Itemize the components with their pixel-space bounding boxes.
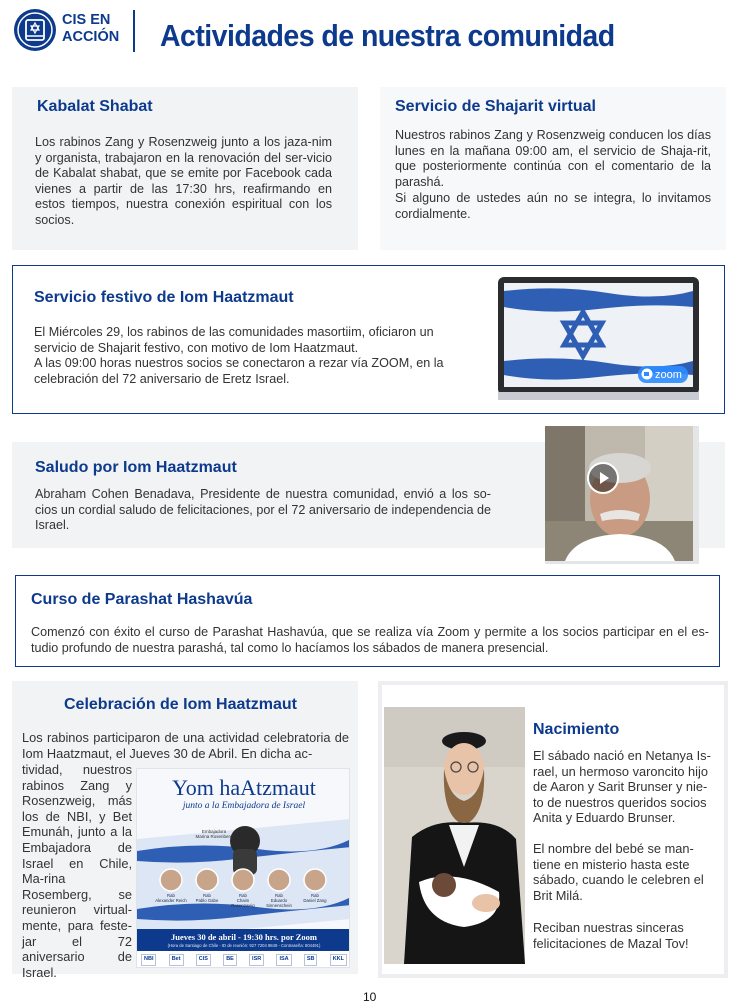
kabalat-title: Kabalat Shabat xyxy=(37,98,153,115)
poster-guest-role: Embajadora xyxy=(201,829,227,834)
nacimiento-congrats: Reciban nuestras sinceras felicitaciones de Mazal Tov! xyxy=(533,920,689,951)
sponsor-logo: BE xyxy=(223,954,237,966)
curso-card xyxy=(15,575,720,667)
poster-speaker-role: Rab xyxy=(167,893,175,898)
festivo-card xyxy=(12,265,725,414)
sponsor-row xyxy=(141,954,347,966)
curso-title: Curso de Parashat Hashavúa xyxy=(31,591,253,608)
poster-speaker-role: Rab xyxy=(275,893,283,898)
curso-body: Comenzó con éxito el curso de Parashat Hashavúa, que se realiza vía Zoom y permite a los socios participar en el es-tudio profundo de nuestra parashá, tal como lo hacíamos los sábados de manera presencial. xyxy=(31,625,709,655)
poster-speaker xyxy=(297,893,333,903)
sponsor-logo: SB xyxy=(304,954,318,966)
nacimiento-body: El sábado nació en Netanya Is-rael, un hermoso varoncito hijo de Aaron y Sarit Brunser y nie-to de nuestros queridos socios Anita y Eduardo Brunser. xyxy=(533,748,711,826)
nacimiento-title: Nacimiento xyxy=(533,721,620,738)
poster-speaker-name: Daniel Zang xyxy=(303,898,327,903)
poster-speaker-role: Rab xyxy=(239,893,247,898)
page-number: 10 xyxy=(363,990,377,1004)
poster-title: Yom haAtzmaut xyxy=(172,775,316,800)
sponsor-logo: CIS xyxy=(196,954,211,966)
shajarit-body: Nuestros rabinos Zang y Rosenzweig conducen los días lunes en la mañana 09:00 am, el servicio de Shaja-rit, que posteriormente continúa con el comentario de la parashá. xyxy=(395,128,711,189)
speaker-row xyxy=(137,893,350,923)
poster-speaker-name: Pablo Gabe xyxy=(195,898,219,903)
poster-speaker xyxy=(153,893,189,903)
father-baby-photo xyxy=(384,707,525,964)
brand-line-2: ACCIÓN xyxy=(62,29,120,45)
nacimiento-card xyxy=(378,681,728,978)
logo-icon xyxy=(14,9,56,51)
poster-speaker xyxy=(189,893,225,903)
brand-line-1: CIS EN xyxy=(62,12,111,28)
kabalat-shabat-card xyxy=(12,87,358,250)
celebracion-card xyxy=(12,681,358,980)
poster-speaker-name: Eduardo Sinnenschein xyxy=(266,898,292,908)
yom-haatzmaut-poster xyxy=(136,768,350,968)
poster-date: Jueves 30 de abril - 19:30 hrs. por Zoom xyxy=(171,932,317,942)
shajarit-card xyxy=(380,87,726,250)
festivo-zoom-text: A las 09:00 horas nuestros socios se conectaron a rezar vía ZOOM, en la celebración del 72 aniversario de Eretz Israel. xyxy=(34,356,444,386)
nacimiento-name-note: El nombre del bebé se man-tiene en misterio hasta este sábado, cuando le celebren el Brit Milá. xyxy=(533,841,704,903)
celebracion-body: tividad, nuestros rabinos Zang y Rosenzweig, más los de NBI, y Bet Emunáh, junto a la Embajadora de Israel en Chile, Ma-rina Rosemberg, se reunieron virtual-mente, para feste-jar el 72 aniversario de Israel. xyxy=(22,762,132,980)
poster-subtitle: junto a la Embajadora de Israel xyxy=(182,801,306,811)
poster-speaker-role: Rab xyxy=(203,893,211,898)
sponsor-logo: Bet xyxy=(169,954,184,966)
poster-speaker xyxy=(261,893,297,908)
sponsor-logo: NBI xyxy=(141,954,156,966)
celebracion-title: Celebración de Iom Haatzmaut xyxy=(64,696,297,713)
play-icon[interactable] xyxy=(587,462,619,494)
shajarit-title: Servicio de Shajarit virtual xyxy=(395,98,596,115)
poster-speaker xyxy=(225,893,261,908)
poster-speaker-role: Rab xyxy=(311,893,319,898)
saludo-body: Abraham Cohen Benadava, Presidente de nuestra comunidad, envió a los so-cios un cordial saludo de felicitaciones, por el 72 aniversario de independencia de Israel. xyxy=(35,487,491,533)
laptop-flag-image xyxy=(498,277,699,400)
sponsor-logo: KKL xyxy=(330,954,347,966)
page-title: Actividades de nuestra comunidad xyxy=(160,18,615,53)
brand-name xyxy=(62,12,119,46)
kabalat-body: Los rabinos Zang y Rosenzweig junto a los jaza-nim y organista, trabajaron en la renovación del ser-vicio de Kabalat shabat, que se emite por Facebook cada vienes a partir de las 17:30 hrs, reafirmando en estos tiempos, nuestra conexión espiritual con los socios. xyxy=(35,135,332,227)
poster-note: (Hora de Santiago de Chile - ID de reunión: 927 7204 9849 - Contraseña: 804491) xyxy=(167,943,321,948)
poster-guest-name: Marina Rosenberg xyxy=(195,834,233,839)
poster-speaker-name: Chaim Rosenzweig xyxy=(231,898,255,908)
sponsor-logo: ISA xyxy=(276,954,291,966)
saludo-title: Saludo por Iom Haatzmaut xyxy=(35,459,237,476)
festivo-title: Servicio festivo de Iom Haatzmaut xyxy=(34,289,294,306)
shajarit-invite: Si alguno de ustedes aún no se integra, lo invitamos cordialmente. xyxy=(395,191,711,221)
celebracion-intro: Los rabinos participaron de una actividad celebratoria de Iom Haatzmaut, el Jueves 30 de Abril. En dicha ac- xyxy=(22,730,349,761)
poster-speaker-name: Alexander Reich xyxy=(155,898,187,903)
sponsor-logo: ISR xyxy=(249,954,264,966)
president-video-thumbnail[interactable] xyxy=(545,426,693,561)
zoom-logo-text: zoom xyxy=(655,369,682,381)
header-divider xyxy=(133,10,135,52)
festivo-body: El Miércoles 29, los rabinos de las comunidades masortiim, oficiaron un servicio de Shajarit festivo, con motivo de Iom Haatzmaut. xyxy=(34,325,434,355)
